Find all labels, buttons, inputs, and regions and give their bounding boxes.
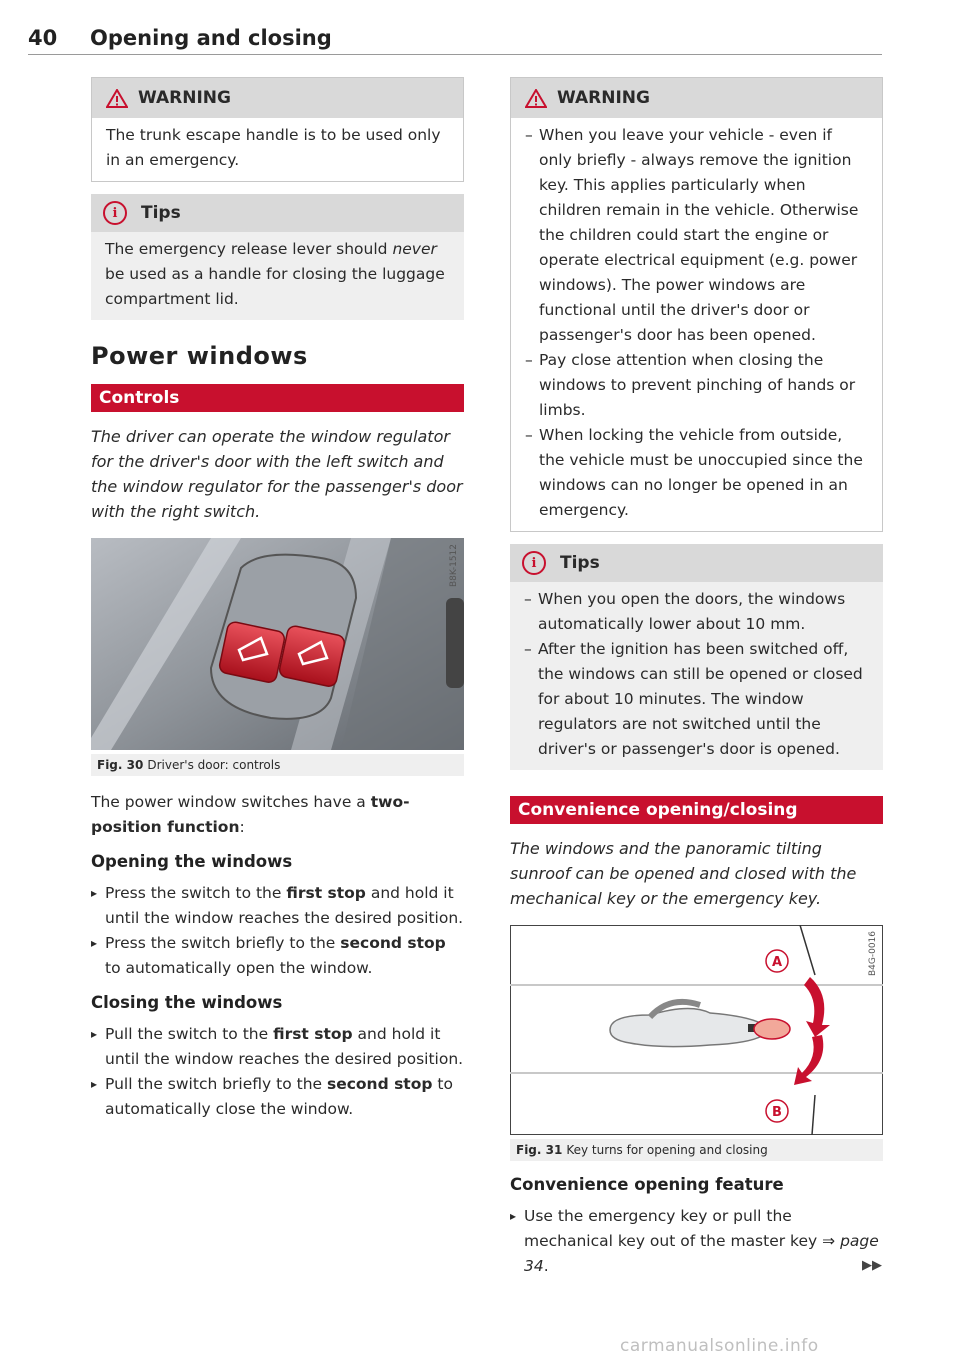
list-item: – Pay close attention when closing the windows to prevent pinching of hands or limbs. (525, 348, 868, 423)
list-item: ▸ Pull the switch briefly to the second stop to automatically close the window. (91, 1072, 464, 1122)
door-controls-illustration (91, 538, 464, 750)
figure-31 (510, 925, 883, 1161)
cross-reference-arrow: ⇒ (822, 1232, 836, 1250)
warning-header (92, 78, 463, 118)
info-icon: i (103, 201, 127, 225)
figure-caption-text: Driver's door: controls (147, 758, 281, 772)
figure-code: B8K-1512 (449, 544, 459, 588)
tips-text: The emergency release lever should never be used as a handle for closing the luggage compartment lid. (105, 240, 445, 308)
list-item: – When locking the vehicle from outside, the vehicle must be unoccupied since the windows can no longer be opened in an emergency. (525, 423, 868, 523)
continue-arrow-icon: ▶▶ (862, 1258, 882, 1273)
figure-code: B4G-0016 (868, 931, 878, 977)
subsection-bar-controls: Controls (91, 384, 464, 412)
watermark: carmanualsonline.info (620, 1336, 819, 1356)
page-reference-link[interactable]: page 34 (524, 1232, 879, 1275)
warning-triangle-icon (106, 89, 128, 108)
left-column (91, 77, 464, 1134)
intro-text-controls: The driver can operate the window regulator for the driver's door with the left switch and the window regulator for the passenger's door with the right switch. (91, 427, 463, 521)
list-item: – After the ignition has been switched off, the windows can still be opened or closed for about 10 minutes. The window regulators are not switched until the driver's or passenger's door is opened. (524, 637, 869, 762)
heading-closing-windows: Closing the windows (91, 993, 283, 1012)
figure-30 (91, 538, 464, 776)
warning-box-trunk (91, 77, 464, 182)
warning-text: The trunk escape handle is to be used only in an emergency. (106, 126, 441, 169)
tips-title: Tips (141, 203, 181, 223)
warning-header (511, 78, 882, 118)
page-number: 40 (28, 26, 58, 50)
figure-caption (510, 1139, 883, 1161)
figure-caption (91, 754, 464, 776)
list-item: – When you open the doors, the windows automatically lower about 10 mm. (524, 587, 869, 637)
right-column (510, 77, 883, 1279)
warning-title: WARNING (557, 88, 650, 108)
list-item: ▸ Press the switch briefly to the second stop to automatically open the window. (91, 931, 464, 981)
closing-steps-list (91, 1022, 464, 1122)
list-item: ▸ Press the switch to the first stop and hold it until the window reaches the desired position. (91, 881, 464, 931)
section-header-title: Opening and closing (90, 26, 332, 50)
info-icon: i (522, 551, 546, 575)
tips-title: Tips (560, 553, 600, 573)
figure-number: Fig. 31 (516, 1143, 563, 1157)
section-title-power-windows: Power windows (91, 342, 308, 370)
tips-box-windows (510, 544, 883, 770)
tips-list (510, 582, 883, 770)
subsection-bar-convenience: Convenience opening/closing (510, 796, 883, 824)
tips-header (510, 544, 883, 582)
warning-title: WARNING (138, 88, 231, 108)
label-a: A (771, 955, 783, 970)
figure-caption-text: Key turns for opening and closing (566, 1143, 768, 1157)
tips-box-release-lever (91, 194, 464, 320)
warning-box-ignition (510, 77, 883, 532)
intro-text-convenience: The windows and the panoramic tilting sunroof can be opened and closed with the mechanical key or the emergency key. (510, 839, 857, 908)
label-b: B (772, 1105, 782, 1120)
two-position-paragraph: The power window switches have a two-position function: (91, 793, 410, 836)
tips-header (91, 194, 464, 232)
figure-number: Fig. 30 (97, 758, 144, 772)
list-item: ▸ Use the emergency key or pull the mechanical key out of the master key ⇒ page 34. (510, 1204, 883, 1279)
list-item: ▸ Pull the switch to the first stop and hold it until the window reaches the desired position. (91, 1022, 464, 1072)
warning-triangle-icon (525, 89, 547, 108)
key-turn-illustration (510, 925, 883, 1135)
list-item: – When you leave your vehicle - even if only briefly - always remove the ignition key. This applies particularly when children remain in the vehicle. Otherwise the children could start the engine or operate electrical equipment (e.g. power windows). The power windows are functional until the driver's door or passenger's door has been opened. (525, 123, 868, 348)
warning-list (511, 118, 882, 531)
page-header (28, 26, 882, 55)
heading-opening-windows: Opening the windows (91, 852, 293, 871)
heading-convenience-opening: Convenience opening feature (510, 1175, 784, 1194)
opening-steps-list (91, 881, 464, 981)
